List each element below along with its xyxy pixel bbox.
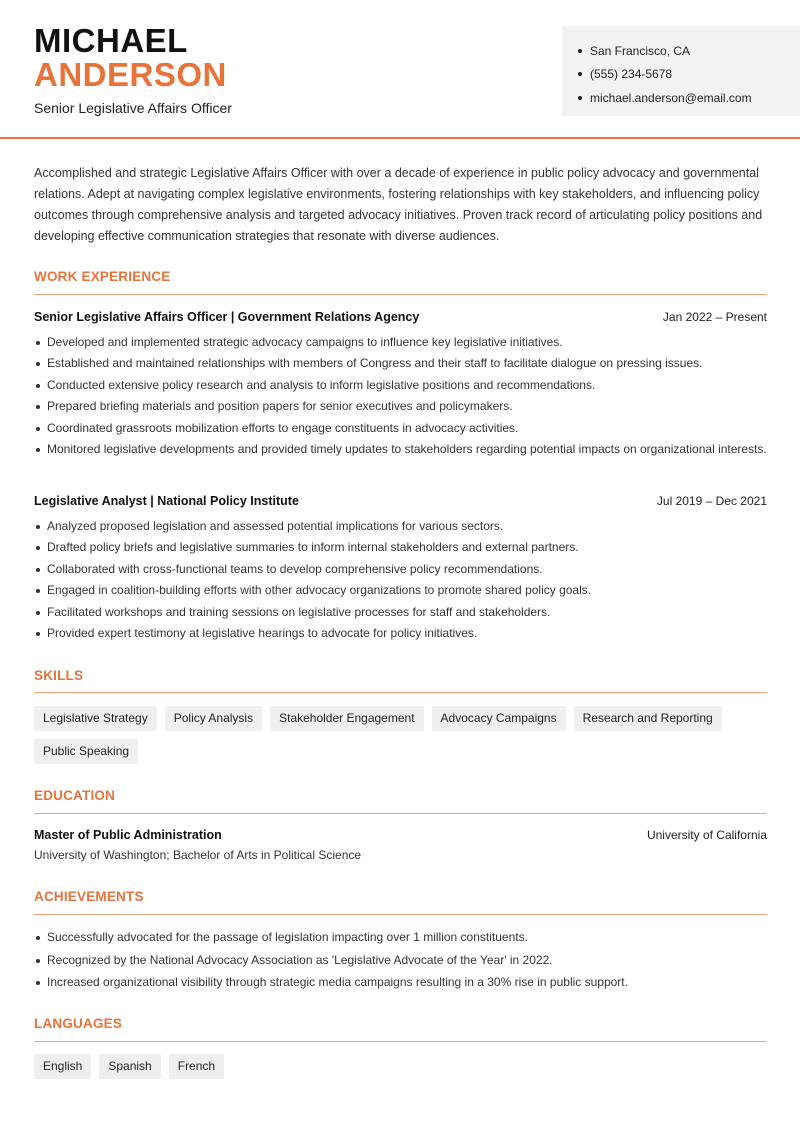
job-dates: Jul 2019 – Dec 2021 xyxy=(656,494,767,508)
section-title-skills: SKILLS xyxy=(34,668,84,683)
list-item: Increased organizational visibility through strategic media campaigns resulting in a 30% rise in public support. xyxy=(34,974,767,991)
education-detail: University of Washington; Bachelor of Arts in Political Science xyxy=(34,848,362,862)
list-item: Analyzed proposed legislation and assessed potential implications for various sectors. xyxy=(34,518,767,535)
section-divider xyxy=(34,294,767,295)
list-item: Facilitated workshops and training sessions on legislative processes for staff and stakeholders. xyxy=(34,604,767,621)
contact-location: San Francisco, CA xyxy=(578,39,752,63)
first-name: MICHAEL xyxy=(34,22,188,59)
language-chip: Spanish xyxy=(99,1054,160,1079)
list-item: Coordinated grassroots mobilization efforts to engage constituents in advocacy activities. xyxy=(34,420,767,437)
section-divider xyxy=(34,692,767,693)
contact-email[interactable]: michael.anderson@email.com xyxy=(578,86,752,110)
languages-list xyxy=(34,1054,767,1079)
section-title-languages: LANGUAGES xyxy=(34,1016,123,1031)
skill-chip: Public Speaking xyxy=(34,739,138,764)
list-item: Provided expert testimony at legislative hearings to advocate for policy initiatives. xyxy=(34,625,767,642)
list-item: Collaborated with cross-functional teams to develop comprehensive policy recommendations. xyxy=(34,561,767,578)
job-header xyxy=(34,494,767,508)
job-title: Senior Legislative Affairs Officer xyxy=(34,100,232,116)
list-item: Engaged in coalition-building efforts with other advocacy organizations to promote shared policy goals. xyxy=(34,582,767,599)
resume-header xyxy=(0,0,800,139)
bullet-icon xyxy=(578,49,582,53)
list-item: Successfully advocated for the passage of legislation impacting over 1 million constituents. xyxy=(34,929,767,946)
skill-chip: Stakeholder Engagement xyxy=(270,706,423,731)
list-item: Conducted extensive policy research and analysis to inform legislative positions and recommendations. xyxy=(34,377,767,394)
skill-chip: Policy Analysis xyxy=(165,706,262,731)
section-title-education: EDUCATION xyxy=(34,788,116,803)
skill-chip: Legislative Strategy xyxy=(34,706,157,731)
section-divider xyxy=(34,813,767,814)
list-item: Drafted policy briefs and legislative summaries to inform internal stakeholders and external partners. xyxy=(34,539,767,556)
job-header xyxy=(34,310,767,324)
summary-paragraph: Accomplished and strategic Legislative Affairs Officer with over a decade of experience in public policy advocacy and governmental relations. Adept at navigating complex legislative environments, fostering relationships with key stakeholders, and influencing policy outcomes through comprehensive analysis and targeted advocacy initiatives. Proven track record of articulating policy positions and developing effective communication strategies that resonate with diverse audiences. xyxy=(34,166,763,243)
list-item: Prepared briefing materials and position papers for senior executives and policymakers. xyxy=(34,398,767,415)
section-title-work: WORK EXPERIENCE xyxy=(34,269,171,284)
job-role: Legislative Analyst | National Policy Institute xyxy=(34,494,299,508)
contact-phone: (555) 234-5678 xyxy=(578,63,752,87)
achievements-list xyxy=(34,929,767,997)
list-item: Developed and implemented strategic advocacy campaigns to influence key legislative initiatives. xyxy=(34,334,767,351)
skill-chip: Research and Reporting xyxy=(574,706,722,731)
list-item: Recognized by the National Advocacy Association as 'Legislative Advocate of the Year' in 2022. xyxy=(34,952,767,969)
skills-list xyxy=(34,706,767,764)
language-chip: English xyxy=(34,1054,91,1079)
education-school: University of California xyxy=(646,828,767,842)
contact-box xyxy=(562,26,800,116)
job-bullets xyxy=(34,518,767,646)
section-title-achievements: ACHIEVEMENTS xyxy=(34,889,144,904)
last-name: ANDERSON xyxy=(34,56,227,93)
bullet-icon xyxy=(578,72,582,76)
job-dates: Jan 2022 – Present xyxy=(662,310,767,324)
job-bullets xyxy=(34,334,767,462)
skill-chip: Advocacy Campaigns xyxy=(432,706,566,731)
list-item: Monitored legislative developments and provided timely updates to stakeholders regarding potential impacts on organizational interests. xyxy=(34,441,767,458)
education-degree: Master of Public Administration xyxy=(34,828,222,842)
job-role: Senior Legislative Affairs Officer | Government Relations Agency xyxy=(34,310,420,324)
language-chip: French xyxy=(169,1054,224,1079)
section-divider xyxy=(34,914,767,915)
section-divider xyxy=(34,1041,767,1042)
bullet-icon xyxy=(578,96,582,100)
list-item: Established and maintained relationships with members of Congress and their staff to facilitate dialogue on pressing issues. xyxy=(34,355,767,372)
